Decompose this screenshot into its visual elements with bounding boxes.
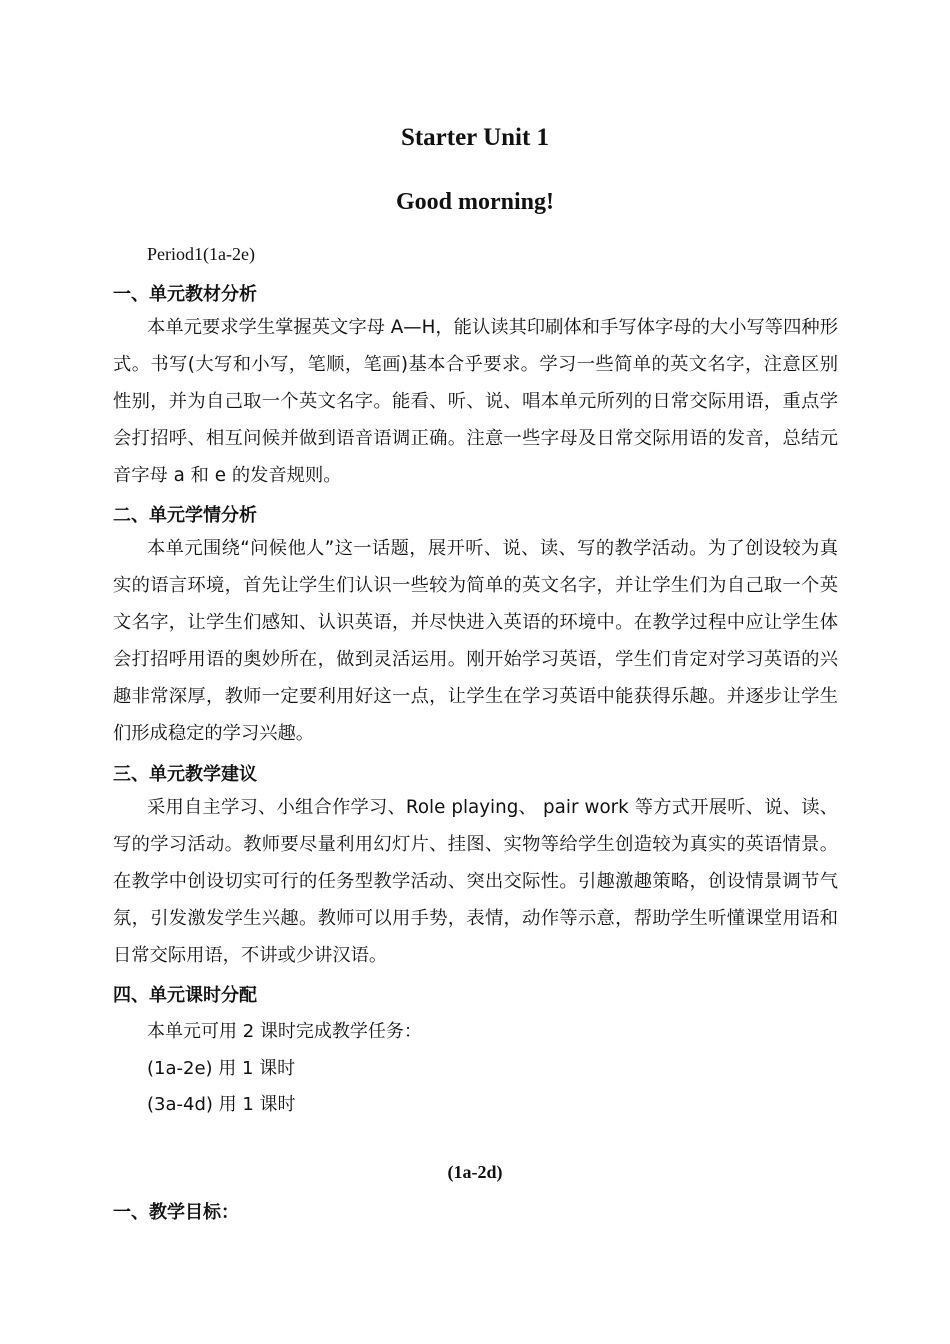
section-text-3: 采用自主学习、小组合作学习、Role playing、 pair work 等方式开展听、说、读、写的学习活动。教师要尽量利用幻灯片、挂图、实物等给学生创造较为真实的英语情景。在教学中创设切实可行的任务型教学活动、突出交际性。引趣激趣策略，创设情景调节气氛，引发激发学生兴趣。教师可以用手势，表情，动作等示意，帮助学生听懂课堂用语和日常交际用语，不讲或少讲汉语。 <box>113 797 838 966</box>
schedule-line-3: (3a-4d) 用 1 课时 <box>147 1094 296 1115</box>
lesson-label: (1a-2d) <box>447 1162 503 1182</box>
section-text-1: 本单元要求学生掌握英文字母 A—H，能认读其印刷体和手写体字母的大小写等四种形式。书写(大写和小写，笔顺，笔画)基本合乎要求。学习一些简单的英文名字，注意区别性别，并为自己取一个英文名字。能看、听、说、唱本单元所列的日常交际用语，重点学会打招呼、相互问候并做到语音语调正确。注意一些字母及日常交际用语的发音，总结元音字母 a 和 e 的发音规则。 <box>113 317 838 486</box>
unit-subtitle: Good morning! <box>395 189 554 215</box>
unit-title: Starter Unit 1 <box>400 124 550 151</box>
section-heading-4: 四、单元课时分配 <box>113 985 257 1006</box>
section-text-2: 本单元围绕“问候他人”这一话题，展开听、说、读、写的教学活动。为了创设较为真实的语言环境，首先让学生们认识一些较为简单的英文名字，并让学生们为自己取一个英文名字，让学生们感知、认识英语，并尽快进入英语的环境中。在教学过程中应让学生体会打招呼用语的奥妙所在，做到灵活运用。刚开始学习英语，学生们肯定对学习英语的兴趣非常深厚，教师一定要利用好这一点，让学生在学习英语中能获得乐趣。并逐步让学生们形成稳定的学习兴趣。 <box>113 538 838 744</box>
section-heading-3: 三、单元教学建议 <box>113 764 257 785</box>
section-heading-1: 一、单元教材分析 <box>113 284 257 305</box>
period-label: Period1(1a-2e) <box>147 244 255 264</box>
section-heading-2: 二、单元学情分析 <box>113 505 257 526</box>
schedule-line-2: (1a-2e) 用 1 课时 <box>147 1058 296 1079</box>
schedule-line-1: 本单元可用 2 课时完成教学任务： <box>147 1021 422 1042</box>
objectives-heading: 一、教学目标： <box>113 1202 239 1223</box>
